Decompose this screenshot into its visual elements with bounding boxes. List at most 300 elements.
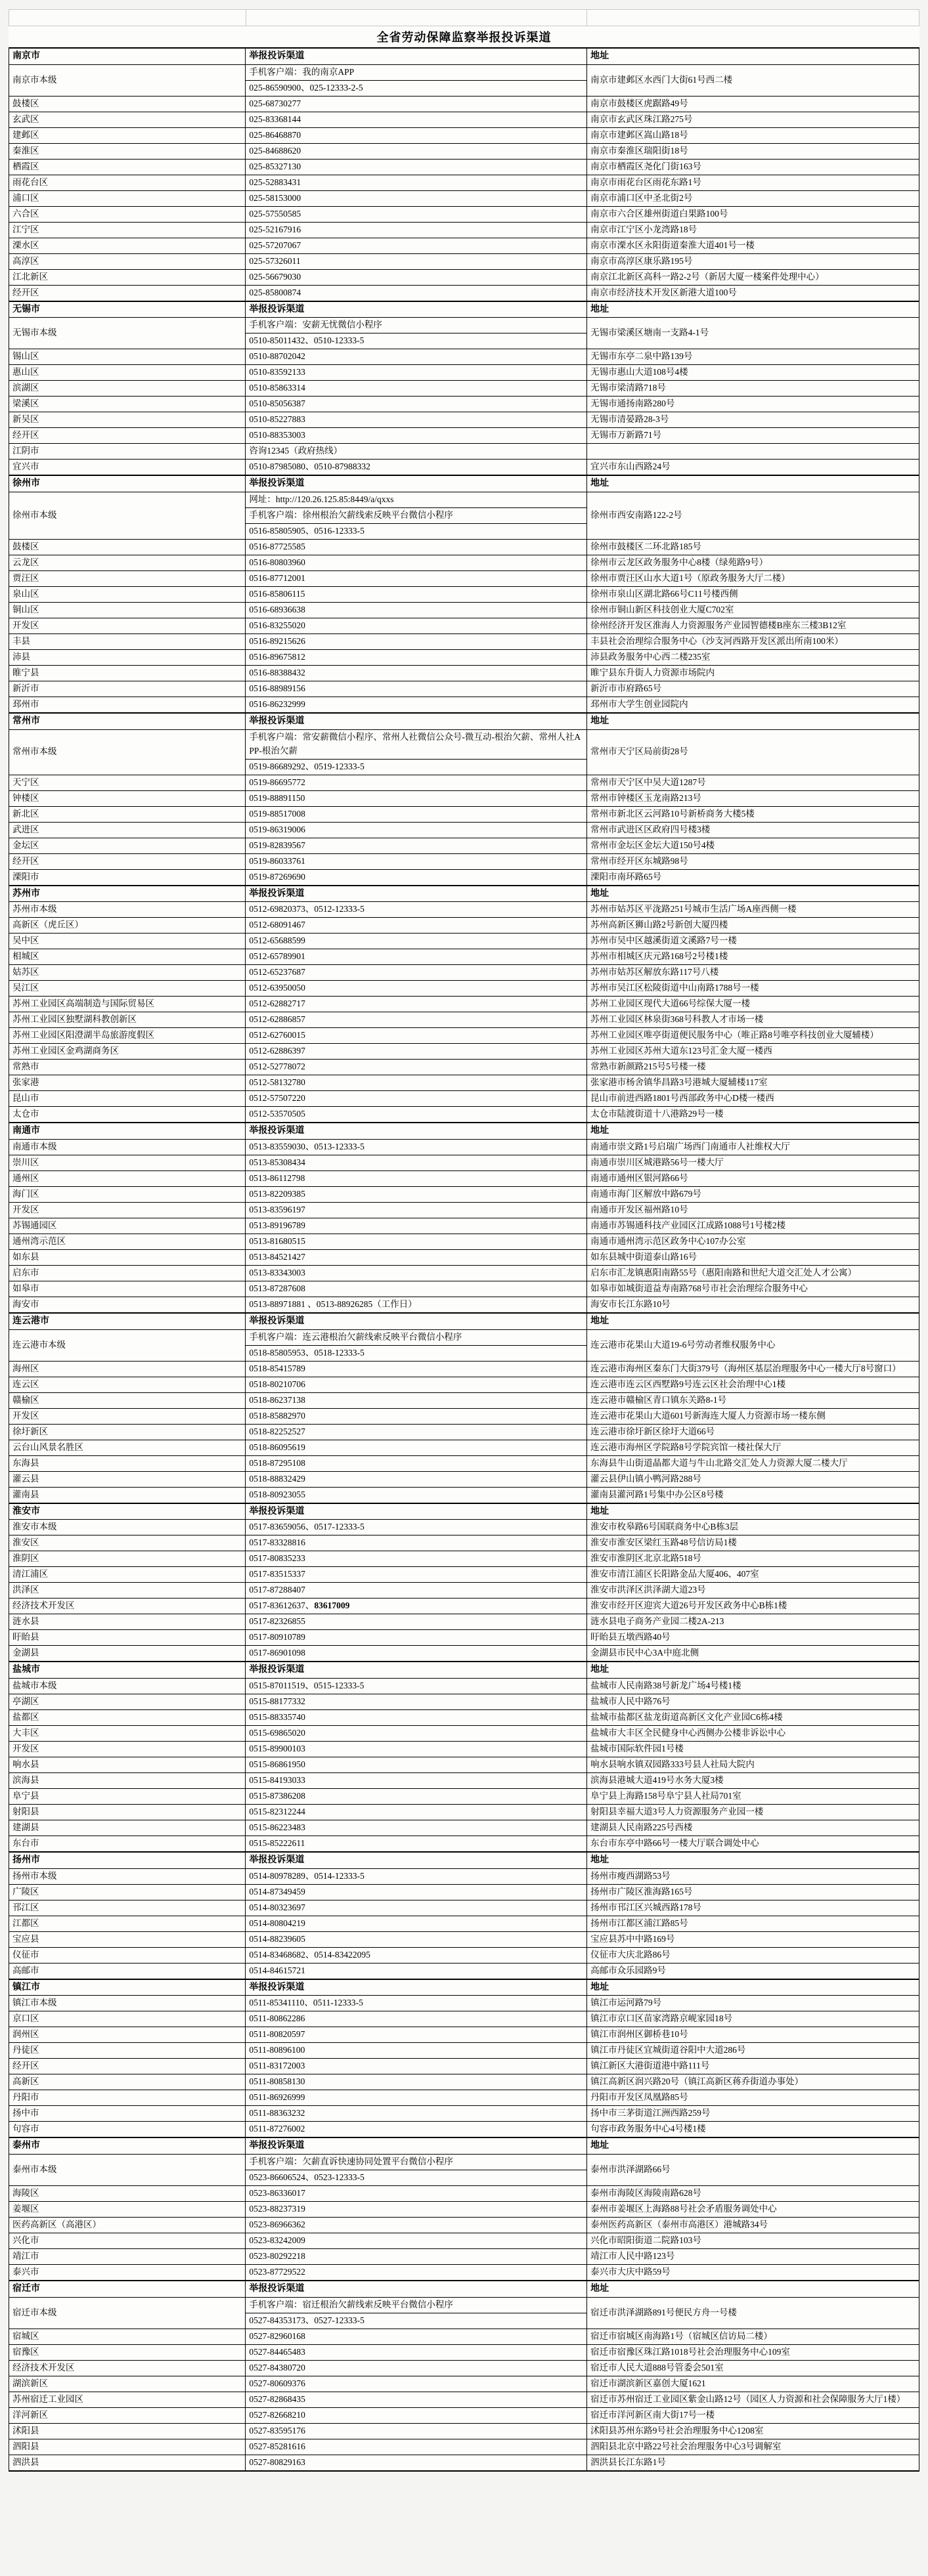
channel-cell: 0515-82312244 <box>246 1805 587 1820</box>
district-name-cell: 溧阳市 <box>9 869 246 886</box>
table-row <box>9 1265 919 1281</box>
page-title: 全省劳动保障监察举报投诉渠道 <box>376 31 552 44</box>
district-name-cell: 高邮市 <box>9 1963 246 1979</box>
channel-cell: 0514-87349459 <box>246 1884 587 1900</box>
table-row <box>9 681 919 697</box>
channel-cell: 0515-69865020 <box>246 1726 587 1742</box>
district-name-cell: 苏州宿迁工业园区 <box>9 2392 246 2407</box>
district-name-cell: 栖霞区 <box>9 159 246 175</box>
channel-cell: 0516-89215626 <box>246 634 587 650</box>
channel-cell: 0511-80858130 <box>246 2074 587 2090</box>
channel-cell: 0527-82868435 <box>246 2392 587 2407</box>
channel-cell: 025-57326011 <box>246 253 587 269</box>
district-name-cell: 靖江市 <box>9 2249 246 2265</box>
address-cell: 沭阳县苏州东路9号社会治理服务中心1208室 <box>587 2423 919 2439</box>
channel-cell: 0515-87011519、0515-12333-5 <box>246 1679 587 1694</box>
section-city-label: 扬州市 <box>9 1852 246 1868</box>
channel-cell: 0527-84380720 <box>246 2360 587 2376</box>
channel-cell: 0523-86606524、0523-12333-5 <box>246 2170 587 2186</box>
table-row <box>9 2011 919 2027</box>
empty-cell <box>9 10 246 26</box>
address-cell: 睢宁县东升街人力资源市场院内 <box>587 666 919 681</box>
channel-column-header: 举报投诉渠道 <box>246 2137 587 2154</box>
district-name-cell: 丹阳市 <box>9 2090 246 2106</box>
channel-cell: 手机客户端：欠薪直诉快速协同处置平台微信小程序 <box>246 2155 587 2170</box>
table-row <box>9 1170 919 1186</box>
address-cell: 无锡市梁清路718号 <box>587 381 919 397</box>
district-name-cell: 开发区 <box>9 1408 246 1424</box>
channel-cell: 0513-81680515 <box>246 1234 587 1249</box>
table-row <box>9 981 919 997</box>
district-name-cell: 开发区 <box>9 618 246 634</box>
channel-cell: 0510-85056387 <box>246 397 587 412</box>
table-row <box>9 2202 919 2218</box>
address-cell: 常州市经开区东城路98号 <box>587 853 919 869</box>
address-cell: 宜兴市东山西路24号 <box>587 460 919 476</box>
section-header-row <box>9 1852 919 1868</box>
table-row <box>9 666 919 681</box>
channel-cell: 025-57207067 <box>246 238 587 253</box>
table-row <box>9 1567 919 1583</box>
table-row <box>9 2360 919 2376</box>
channel-column-header: 举报投诉渠道 <box>246 1503 587 1520</box>
channel-cell: 0523-83242009 <box>246 2233 587 2249</box>
section-header-row <box>9 2137 919 2154</box>
table-row <box>9 2329 919 2344</box>
table-row <box>9 603 919 618</box>
address-cell: 南京市浦口区中圣北街2号 <box>587 190 919 206</box>
empty-cell <box>246 10 588 26</box>
channel-cell: 0519-86033761 <box>246 853 587 869</box>
address-cell: 南通市崇文路1号启瑞广场西门南通市人社维权大厅 <box>587 1139 919 1155</box>
district-name-cell: 海州区 <box>9 1361 246 1377</box>
address-cell: 太仓市陆渡街道十八港路29号一楼 <box>587 1107 919 1123</box>
channel-cell: 0512-62760015 <box>246 1028 587 1044</box>
district-name-cell: 宿城区 <box>9 2329 246 2344</box>
channel-cell: 0510-85011432、0510-12333-5 <box>246 333 587 349</box>
district-name-cell: 宿迁市本级 <box>9 2297 246 2329</box>
channel-cell: 0517-82326855 <box>246 1614 587 1630</box>
channel-cell: 025-85800874 <box>246 285 587 301</box>
district-name-cell: 启东市 <box>9 1265 246 1281</box>
channel-cell: 0512-53570505 <box>246 1107 587 1123</box>
section-city-label: 盐城市 <box>9 1662 246 1678</box>
table-row <box>9 2455 919 2471</box>
district-name-cell: 金湖县 <box>9 1646 246 1662</box>
table-row <box>9 1535 919 1551</box>
address-cell: 南通市开发区福州路10号 <box>587 1202 919 1218</box>
address-cell: 无锡市清晏路28-3号 <box>587 412 919 428</box>
district-name-cell: 建湖县 <box>9 1820 246 1836</box>
table-row <box>9 492 919 508</box>
table-row <box>9 1218 919 1234</box>
address-cell: 连云港市花果山大道601号新海连大厦人力资源市场一楼东侧 <box>587 1408 919 1424</box>
channel-cell: 0512-68091467 <box>246 918 587 934</box>
table-row <box>9 1614 919 1630</box>
table-row <box>9 1139 919 1155</box>
district-name-cell: 梁溪区 <box>9 397 246 412</box>
channel-cell: 0527-80829163 <box>246 2455 587 2471</box>
table-row <box>9 1963 919 1979</box>
district-name-cell: 宿豫区 <box>9 2344 246 2360</box>
address-cell: 宿迁市宿城区南海路1号（宿城区信访局二楼） <box>587 2329 919 2344</box>
table-row <box>9 1202 919 1218</box>
channel-cell: 0527-80609376 <box>246 2376 587 2392</box>
address-cell: 南京市经济技术开发区新港大道100号 <box>587 285 919 301</box>
table-row <box>9 1931 919 1947</box>
district-name-cell: 盐都区 <box>9 1710 246 1726</box>
channel-cell: 0514-84615721 <box>246 1963 587 1979</box>
address-cell: 扬州市邗江区兴城西路178号 <box>587 1900 919 1916</box>
district-name-cell: 扬州市本级 <box>9 1868 246 1884</box>
table-row <box>9 1679 919 1694</box>
channel-cell: 0514-83468682、0514-83422095 <box>246 1947 587 1963</box>
channel-cell: 0516-86232999 <box>246 697 587 714</box>
address-cell: 无锡市通扬南路280号 <box>587 397 919 412</box>
district-name-cell: 新北区 <box>9 806 246 822</box>
title-row <box>9 26 919 47</box>
channel-cell: 025-58153000 <box>246 190 587 206</box>
address-cell: 镇江市润州区御桥巷10号 <box>587 2027 919 2043</box>
address-cell: 南通市海门区解放中路679号 <box>587 1186 919 1202</box>
address-column-header: 地址 <box>587 1123 919 1139</box>
address-cell: 张家港市杨舍镇华昌路3号港城大厦辅楼117室 <box>587 1075 919 1091</box>
channel-cell: 0518-82252527 <box>246 1424 587 1440</box>
channel-cell: 0517-83515337 <box>246 1567 587 1583</box>
address-cell: 丹阳市开发区凤凰路85号 <box>587 2090 919 2106</box>
address-cell: 苏州市姑苏区解放东路117号八楼 <box>587 965 919 981</box>
channel-cell: 0523-80292218 <box>246 2249 587 2265</box>
channel-cell: 0516-88388432 <box>246 666 587 681</box>
table-row <box>9 1900 919 1916</box>
district-name-cell: 清江浦区 <box>9 1567 246 1583</box>
table-row <box>9 2376 919 2392</box>
channel-cell: 025-86468870 <box>246 127 587 143</box>
address-cell: 东台市东亭中路66号一楼大厅联合调处中心 <box>587 1836 919 1853</box>
channel-cell: 0518-85805953、0518-12333-5 <box>246 1345 587 1361</box>
district-name-cell: 海安市 <box>9 1297 246 1313</box>
address-column-header: 地址 <box>587 1852 919 1868</box>
address-cell: 宝应县苏中中路169号 <box>587 1931 919 1947</box>
table-row <box>9 2392 919 2407</box>
table-row <box>9 2155 919 2170</box>
district-name-cell: 射阳县 <box>9 1805 246 1820</box>
address-cell: 无锡市惠山大道108号4楼 <box>587 365 919 381</box>
district-name-cell: 江北新区 <box>9 269 246 285</box>
address-cell: 泗阳县北京中路22号社会治理服务中心3号调解室 <box>587 2439 919 2455</box>
district-name-cell: 句容市 <box>9 2122 246 2138</box>
table-row <box>9 1329 919 1345</box>
district-name-cell: 云龙区 <box>9 555 246 571</box>
address-cell: 宿迁市湖滨新区嘉创大厦1621 <box>587 2376 919 2392</box>
address-cell: 兴化市昭阳街道二院路103号 <box>587 2233 919 2249</box>
channel-cell: 0512-57507220 <box>246 1091 587 1107</box>
channel-cell: 0511-85341110、0511-12333-5 <box>246 1996 587 2011</box>
address-cell: 连云港市花果山大道19-6号劳动者维权服务中心 <box>587 1329 919 1361</box>
table-row <box>9 650 919 666</box>
address-cell: 镇江市京口区苗家湾路京岘家园18号 <box>587 2011 919 2027</box>
channel-cell: 0519-86319006 <box>246 822 587 838</box>
district-name-cell: 江阴市 <box>9 444 246 460</box>
channel-cell: 0512-58132780 <box>246 1075 587 1091</box>
section-city-label: 无锡市 <box>9 301 246 318</box>
channel-cell: 0516-85806115 <box>246 587 587 603</box>
channel-cell: 手机客户端：常安薪微信小程序、常州人社微信公众号-微互动-根治欠薪、常州人社APP-根治欠薪 <box>246 729 587 759</box>
channel-cell: 0519-82839567 <box>246 838 587 853</box>
table-row <box>9 1884 919 1900</box>
table-row <box>9 806 919 822</box>
table-row <box>9 2249 919 2265</box>
channel-cell: 0511-83172003 <box>246 2059 587 2074</box>
district-name-cell: 天宁区 <box>9 775 246 790</box>
table-row <box>9 2233 919 2249</box>
channel-bold-number: 83617009 <box>314 1600 350 1611</box>
address-cell: 徐州市泉山区湖北路66号C11号楼西侧 <box>587 587 919 603</box>
district-name-cell: 经开区 <box>9 2059 246 2074</box>
address-cell: 沛县政务服务中心西二楼235室 <box>587 650 919 666</box>
address-cell: 常州市天宁区中吴大道1287号 <box>587 775 919 790</box>
table-row <box>9 190 919 206</box>
channel-cell: 0519-87269690 <box>246 869 587 886</box>
district-name-cell: 赣榆区 <box>9 1392 246 1408</box>
table-row <box>9 1440 919 1455</box>
section-header-row <box>9 1313 919 1329</box>
table-row <box>9 285 919 301</box>
table-row <box>9 1836 919 1853</box>
address-cell: 徐州市鼓楼区二环北路185号 <box>587 540 919 555</box>
address-cell: 泰州市海陵区海陵南路628号 <box>587 2186 919 2202</box>
channel-column-header: 举报投诉渠道 <box>246 1852 587 1868</box>
address-cell: 连云港市海州区学院路8号学院宾馆一楼社保大厅 <box>587 1440 919 1455</box>
district-name-cell: 滨海县 <box>9 1773 246 1789</box>
district-name-cell: 钟楼区 <box>9 790 246 806</box>
channel-cell: 0516-89675812 <box>246 650 587 666</box>
channel-cell: 0523-86966362 <box>246 2218 587 2233</box>
district-name-cell: 邳州市 <box>9 697 246 714</box>
channel-cell: 0518-80923055 <box>246 1487 587 1503</box>
channel-cell: 0518-86095619 <box>246 1440 587 1455</box>
address-cell: 昆山市前进西路1801号西部政务中心D楼一楼西 <box>587 1091 919 1107</box>
district-name-cell: 无锡市本级 <box>9 318 246 349</box>
district-name-cell: 通州区 <box>9 1170 246 1186</box>
table-row <box>9 412 919 428</box>
district-name-cell: 连云区 <box>9 1377 246 1392</box>
address-cell: 滨海县港城大道419号水务大厦3楼 <box>587 1773 919 1789</box>
table-row <box>9 2043 919 2059</box>
address-cell: 南通市通州区银河路66号 <box>587 1170 919 1186</box>
address-cell: 苏州工业园区现代大道66号综保大厦一楼 <box>587 997 919 1012</box>
channel-cell: 0513-88971881 、0513-88926285（工作日） <box>246 1297 587 1313</box>
channel-cell: 0527-82668210 <box>246 2407 587 2423</box>
channel-cell: 0519-88891150 <box>246 790 587 806</box>
address-cell: 盐城市国际软件园1号楼 <box>587 1742 919 1757</box>
empty-cell <box>587 10 919 26</box>
district-name-cell: 高新区 <box>9 2074 246 2090</box>
district-name-cell: 张家港 <box>9 1075 246 1091</box>
address-cell: 连云港市海州区秦东门大街379号（海州区基层治理服务中心一楼大厅8号窗口） <box>587 1361 919 1377</box>
address-column-header: 地址 <box>587 301 919 318</box>
table-row <box>9 618 919 634</box>
table-row <box>9 269 919 285</box>
section-header-row <box>9 1123 919 1139</box>
channel-cell: 0516-80803960 <box>246 555 587 571</box>
table-row <box>9 934 919 949</box>
address-cell: 盐城市人民南路38号新龙广场4号楼1楼 <box>587 1679 919 1694</box>
table-row <box>9 444 919 460</box>
district-name-cell: 阜宁县 <box>9 1789 246 1805</box>
address-cell <box>587 444 919 460</box>
district-name-cell: 滨湖区 <box>9 381 246 397</box>
district-name-cell: 常熟市 <box>9 1060 246 1075</box>
address-cell: 南京市秦淮区瑞阳街18号 <box>587 143 919 159</box>
address-cell: 镇江高新区润兴路20号（镇江高新区蒋乔街道办事处） <box>587 2074 919 2090</box>
address-cell: 苏州工业园区苏州大道东123号汇金大厦一楼西 <box>587 1044 919 1060</box>
section-header-row <box>9 1662 919 1678</box>
address-cell: 盐城市人民中路76号 <box>587 1694 919 1710</box>
table-row <box>9 2106 919 2122</box>
address-cell: 盐城市大丰区全民健身中心西侧办公楼非诉讼中心 <box>587 1726 919 1742</box>
address-cell: 连云港市赣榆区青口镇东关路8-1号 <box>587 1392 919 1408</box>
address-cell: 新沂市市府路65号 <box>587 681 919 697</box>
section-city-label: 南京市 <box>9 48 246 64</box>
district-name-cell: 云台山风景名胜区 <box>9 1440 246 1455</box>
channel-cell: 0514-80978289、0514-12333-5 <box>246 1868 587 1884</box>
district-name-cell: 玄武区 <box>9 112 246 127</box>
district-name-cell: 淮安市本级 <box>9 1520 246 1535</box>
table-row <box>9 2423 919 2439</box>
address-cell: 南京江北新区高科一路2-2号（新居大厦一楼案件处理中心） <box>587 269 919 285</box>
address-cell: 徐州市云龙区政务服务中心8楼（绿苑路9号） <box>587 555 919 571</box>
section-header-row <box>9 301 919 318</box>
address-cell: 苏州市相城区庆元路168号2号楼1楼 <box>587 949 919 965</box>
table-row <box>9 397 919 412</box>
section-city-label: 徐州市 <box>9 475 246 492</box>
address-cell: 常州市武进区区政府四号楼3楼 <box>587 822 919 838</box>
table-row <box>9 2407 919 2423</box>
district-name-cell: 医药高新区（高港区） <box>9 2218 246 2233</box>
channel-cell: 0518-85882970 <box>246 1408 587 1424</box>
channel-cell: 0510-87985080、0510-87988332 <box>246 460 587 476</box>
channel-cell: 0514-88239605 <box>246 1931 587 1947</box>
address-cell: 连云港市连云区西墅路9号连云区社会治理中心1楼 <box>587 1377 919 1392</box>
district-name-cell: 昆山市 <box>9 1091 246 1107</box>
table-row <box>9 1820 919 1836</box>
district-name-cell: 湖滨新区 <box>9 2376 246 2392</box>
channel-cell: 0518-88832429 <box>246 1471 587 1487</box>
address-cell: 建湖县人民南路225号西楼 <box>587 1820 919 1836</box>
channel-cell: 手机客户端：徐州根治欠薪线索反映平台微信小程序 <box>246 508 587 524</box>
address-cell: 涟水县电子商务产业园二楼2A-213 <box>587 1614 919 1630</box>
district-name-cell: 沭阳县 <box>9 2423 246 2439</box>
district-name-cell: 徐州市本级 <box>9 492 246 540</box>
district-name-cell: 苏州工业园区高端制造与国际贸易区 <box>9 997 246 1012</box>
channel-cell: 手机客户端：我的南京APP <box>246 64 587 80</box>
channel-cell: 0510-88353003 <box>246 428 587 444</box>
address-cell: 扬州市广陵区淮海路165号 <box>587 1884 919 1900</box>
address-cell: 宿迁市人民大道888号管委会501室 <box>587 2360 919 2376</box>
channel-cell: 025-86590900、025-12333-2-5 <box>246 80 587 96</box>
table-row <box>9 1028 919 1044</box>
address-cell: 连云港市徐圩新区徐圩大道66号 <box>587 1424 919 1440</box>
channel-cell: 0513-82209385 <box>246 1186 587 1202</box>
district-name-cell: 海陵区 <box>9 2186 246 2202</box>
address-cell: 无锡市东亭二泉中路139号 <box>587 349 919 365</box>
table-row <box>9 112 919 127</box>
address-cell: 邳州市大学生创业园院内 <box>587 697 919 714</box>
district-name-cell: 鼓楼区 <box>9 96 246 112</box>
table-row <box>9 1234 919 1249</box>
channel-cell: 025-56679030 <box>246 269 587 285</box>
channel-cell: 025-83368144 <box>246 112 587 127</box>
address-cell: 如东县城中街道泰山路16号 <box>587 1249 919 1265</box>
table-row <box>9 1044 919 1060</box>
table-row <box>9 1773 919 1789</box>
address-cell: 常州市钟楼区玉龙南路213号 <box>587 790 919 806</box>
channel-cell: 0513-87287608 <box>246 1281 587 1297</box>
district-name-cell: 泰兴市 <box>9 2265 246 2281</box>
channel-cell: 0515-86861950 <box>246 1757 587 1773</box>
address-cell: 如皋市如城街道益寿南路768号市社会治理综合服务中心 <box>587 1281 919 1297</box>
address-cell: 苏州市姑苏区平泷路251号城市生活广场A座西侧一楼 <box>587 902 919 918</box>
table-row <box>9 697 919 714</box>
district-name-cell: 扬中市 <box>9 2106 246 2122</box>
district-name-cell: 金坛区 <box>9 838 246 853</box>
address-cell: 仪征市大庆北路86号 <box>587 1947 919 1963</box>
channel-column-header: 举报投诉渠道 <box>246 301 587 318</box>
address-column-header: 地址 <box>587 713 919 729</box>
address-cell: 宿迁市洪泽湖路891号便民方舟一号楼 <box>587 2297 919 2329</box>
channel-cell: 0519-86689292、0519-12333-5 <box>246 759 587 775</box>
section-header-row <box>9 1979 919 1996</box>
address-cell: 南京市建邺区水西门大街61号西二楼 <box>587 64 919 96</box>
channel-cell: 0523-86336017 <box>246 2186 587 2202</box>
district-name-cell: 新沂市 <box>9 681 246 697</box>
address-cell: 徐州市贾汪区山水大道1号（原政务服务大厅二楼） <box>587 571 919 587</box>
channel-cell: 0517-80835233 <box>246 1551 587 1567</box>
address-cell: 南京市鼓楼区虎踞路49号 <box>587 96 919 112</box>
empty-grid-row <box>9 9 919 26</box>
district-name-cell: 锡山区 <box>9 349 246 365</box>
address-cell: 南京市建邺区嵩山路18号 <box>587 127 919 143</box>
district-name-cell: 南京市本级 <box>9 64 246 96</box>
district-name-cell: 秦淮区 <box>9 143 246 159</box>
channel-cell: 咨询12345（政府热线） <box>246 444 587 460</box>
channel-cell: 0512-62886857 <box>246 1012 587 1028</box>
section-city-label: 连云港市 <box>9 1313 246 1329</box>
address-cell: 无锡市梁溪区塘南一支路4-1号 <box>587 318 919 349</box>
table-row <box>9 2090 919 2106</box>
address-cell: 南京市江宁区小龙湾路18号 <box>587 222 919 238</box>
channel-cell: 手机客户端：安薪无忧微信小程序 <box>246 318 587 333</box>
address-cell: 南京市栖霞区尧化门街163号 <box>587 159 919 175</box>
channel-cell: 0515-87386208 <box>246 1789 587 1805</box>
table-row <box>9 634 919 650</box>
district-name-cell: 泉山区 <box>9 587 246 603</box>
table-row <box>9 96 919 112</box>
table-row <box>9 2122 919 2138</box>
channel-column-header: 举报投诉渠道 <box>246 1123 587 1139</box>
address-column-header: 地址 <box>587 1662 919 1678</box>
table-row <box>9 555 919 571</box>
district-name-cell: 铜山区 <box>9 603 246 618</box>
district-name-cell: 高新区（虎丘区） <box>9 918 246 934</box>
channel-cell: 0519-88517008 <box>246 806 587 822</box>
address-cell: 常熟市新颜路215号5号楼一楼 <box>587 1060 919 1075</box>
address-cell: 苏州市吴中区越溪街道文溪路7号一楼 <box>587 934 919 949</box>
address-cell: 泰州医药高新区（泰州市高港区）港城路34号 <box>587 2218 919 2233</box>
district-name-cell: 高淳区 <box>9 253 246 269</box>
channel-cell: 025-85327130 <box>246 159 587 175</box>
